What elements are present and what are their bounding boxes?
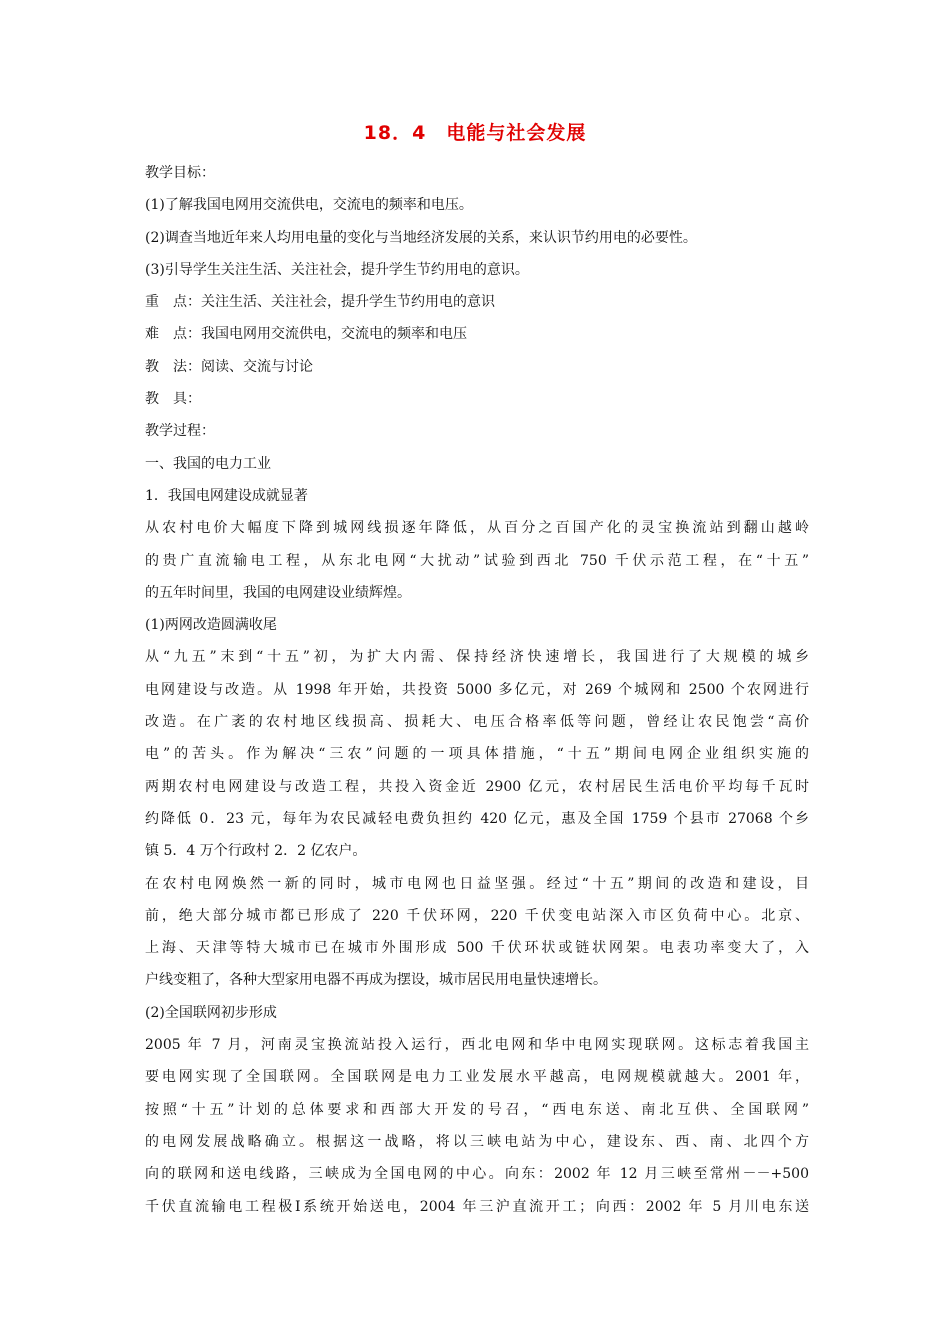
paragraph-line: 镇 5．4 万个行政村 2．2 亿农户。 — [145, 843, 367, 860]
paragraph-line: 电网建设与改造。从 1998 年开始，共投资 5000 多亿元，对 269 个城网和 2500 个农网进行 — [145, 681, 809, 698]
paragraph-line: 约降低 0．23 元，每年为农民减轻电费负担约 420 亿元，惠及全国 1759 个县市 27068 个乡 — [145, 810, 809, 827]
subsection-heading: 1．我国电网建设成就显著 — [145, 487, 308, 504]
subsection-heading: (2)全国联网初步形成 — [145, 1004, 277, 1021]
paragraph-line: 电”的苦头。作为解决“三农”问题的一项具体措施，“十五”期间电网企业组织实施的 — [145, 746, 809, 763]
paragraph-line: 的电网发展战略确立。根据这一战略，将以三峡电站为中心，建设东、西、南、北四个方 — [145, 1133, 809, 1150]
objective-3: (3)引导学生关注生活、关注社会，提升学生节约用电的意识。 — [145, 261, 529, 278]
paragraph-line: 从农村电价大幅度下降到城网线损逐年降低，从百分之百国产化的灵宝换流站到翻山越岭 — [145, 520, 809, 537]
teaching-method: 教 法：阅读、交流与讨论 — [145, 358, 313, 375]
document-body — [145, 157, 809, 1223]
objective-2: (2)调查当地近年来人均用电量的变化与当地经济发展的关系，来认识节约用电的必要性。 — [145, 229, 697, 246]
paragraph-line: 在农村电网焕然一新的同时，城市电网也日益坚强。经过“十五”期间的改造和建设，目 — [145, 875, 809, 892]
paragraph-line: 改造。在广袤的农村地区线损高、损耗大、电压合格率低等问题，曾经让农民饱尝“高价 — [145, 714, 809, 731]
section-heading-process: 教学过程： — [145, 423, 215, 440]
chapter-heading: 一、我国的电力工业 — [145, 455, 271, 472]
paragraph-line: 千伏直流输电工程极Ⅰ系统开始送电，2004 年三沪直流开工；向西：2002 年 5 月川电东送 — [145, 1198, 809, 1215]
key-point: 重 点：关注生活、关注社会，提升学生节约用电的意识 — [145, 294, 495, 311]
paragraph-line: 向的联网和送电线路，三峡成为全国电网的中心。向东：2002 年 12 月三峡至常州－－+500 — [145, 1166, 809, 1183]
difficult-point: 难 点：我国电网用交流供电，交流电的频率和电压 — [145, 326, 467, 343]
paragraph-line: 2005 年 7 月，河南灵宝换流站投入运行，西北电网和华中电网实现联网。这标志着我国主 — [145, 1037, 809, 1054]
paragraph-line: 的五年时间里，我国的电网建设业绩辉煌。 — [145, 584, 411, 601]
section-heading-objectives: 教学目标： — [145, 165, 215, 181]
paragraph-line: 从“九五”末到“十五”初，为扩大内需、保持经济快速增长，我国进行了大规模的城乡 — [145, 649, 809, 666]
paragraph-line: 要电网实现了全国联网。全国联网是电力工业发展水平越高，电网规模就越大。2001 年， — [145, 1069, 809, 1086]
subsection-heading: (1)两网改造圆满收尾 — [145, 617, 277, 634]
paragraph-line: 的贵广直流输电工程，从东北电网“大扰动”试验到西北 750 千伏示范工程，在“十五” — [145, 552, 809, 569]
paragraph-line: 上海、天津等特大城市已在城市外围形成 500 千伏环状或链状网架。电表功率变大了，入 — [145, 940, 809, 957]
paragraph-line: 两期农村电网建设与改造工程，共投入资金近 2900 亿元，农村居民生活电价平均每千瓦时 — [145, 778, 809, 795]
paragraph-line: 户线变粗了，各种大型家用电器不再成为摆设，城市居民用电量快速增长。 — [145, 972, 607, 989]
teaching-tools: 教 具： — [145, 391, 201, 408]
document-title: 18．4 电能与社会发展 — [363, 122, 587, 144]
paragraph-line: 前，绝大部分城市都已形成了 220 千伏环网，220 千伏变电站深入市区负荷中心。北京、 — [145, 907, 809, 924]
objective-1: (1)了解我国电网用交流供电，交流电的频率和电压。 — [145, 197, 473, 214]
paragraph-line: 按照“十五”计划的总体要求和西部大开发的号召，“西电东送、南北互供、全国联网” — [145, 1101, 809, 1118]
